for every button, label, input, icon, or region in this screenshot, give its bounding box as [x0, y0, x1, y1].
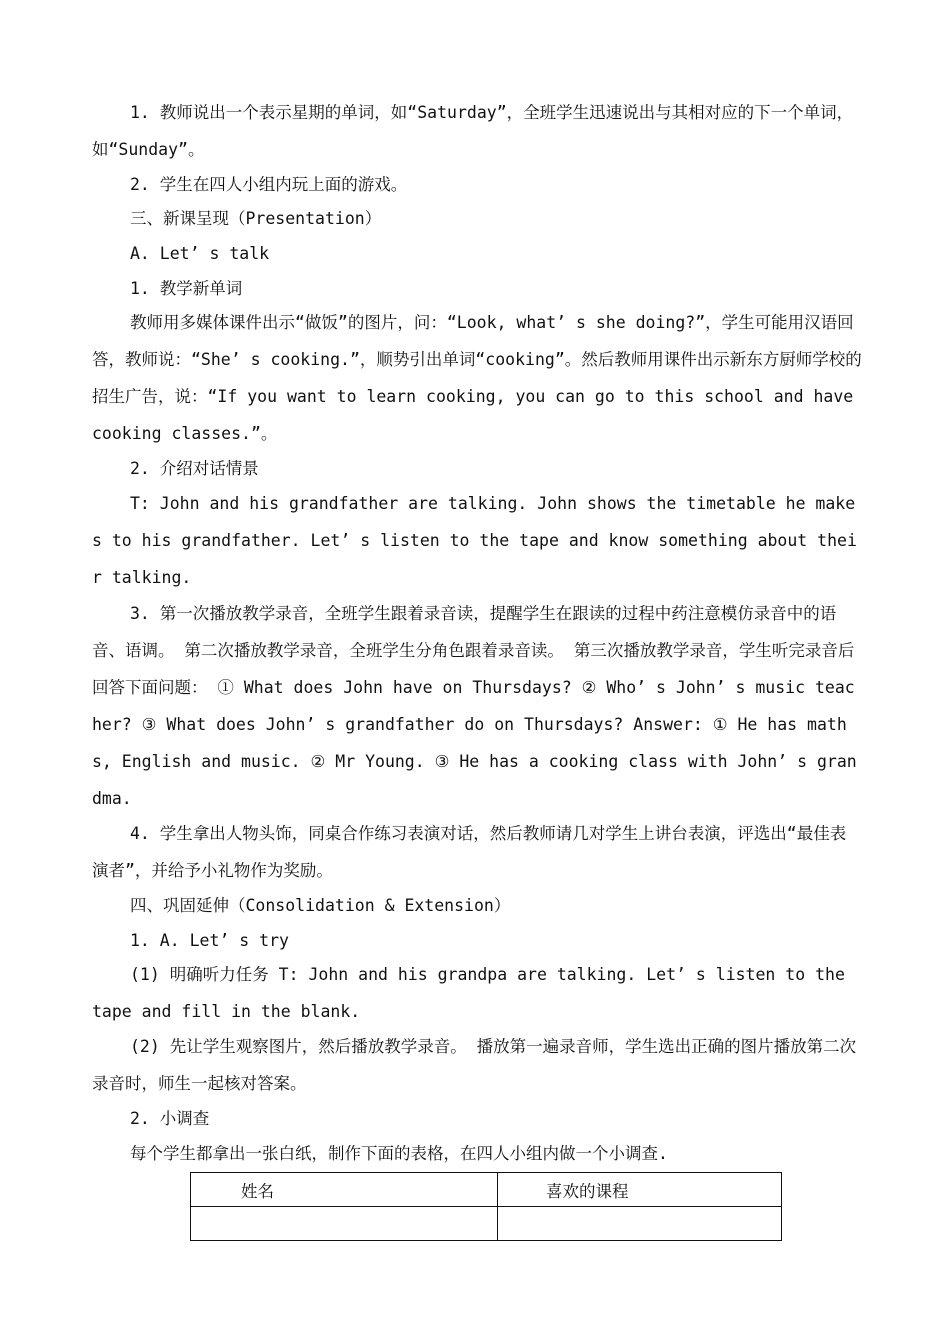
- paragraph-teacher-intro: T: John and his grandfather are talking. John shows the timetable he makes to his grandfather. Let’ s listen to the tape and know something about their talking.: [92, 494, 857, 587]
- table-header-row: [191, 1173, 782, 1207]
- paragraph-cooking: 教师用多媒体课件出示“做饭”的图片，问：“Look, what’ s she doing?”，学生可能用汉语回答，教师说：“She’ s cooking.”，顺势引出单词“cooking”。然后教师用课件出示新东方厨师学校的招生广告，说：“If you want to learn cooking, you can go to this school and have cooking classes.”。: [92, 313, 862, 443]
- step-new-words: 1. 教学新单词: [130, 279, 243, 298]
- paragraph-warmup-2: 2. 学生在四人小组内玩上面的游戏。: [130, 175, 408, 194]
- paragraph-survey-instructions: 每个学生都拿出一张白纸，制作下面的表格，在四人小组内做一个小调查.: [130, 1144, 668, 1163]
- step-dialogue-context: 2. 介绍对话情景: [130, 459, 259, 478]
- survey-table: [190, 1172, 782, 1241]
- table-cell-empty: [498, 1207, 782, 1241]
- paragraph-role-play: 4. 学生拿出人物头饰，同桌合作练习表演对话，然后教师请几对学生上讲台表演，评选出“最佳表演者”，并给予小礼物作为奖励。: [92, 824, 847, 880]
- header-favorite-subject: 喜欢的课程: [498, 1173, 782, 1207]
- paragraph-observe: (2) 先让学生观察图片，然后播放教学录音。 播放第一遍录音师，学生选出正确的图片播放第二次录音时，师生一起核对答案。: [92, 1037, 857, 1093]
- table-row: [191, 1207, 782, 1241]
- step-survey: 2. 小调查: [130, 1109, 210, 1128]
- subheading-lets-talk: A. Let’ s talk: [130, 244, 270, 263]
- section-heading-consolidation: 四、巩固延伸（Consolidation & Extension）: [130, 896, 511, 915]
- paragraph-recording: 3. 第一次播放教学录音，全班学生跟着录音读，提醒学生在跟读的过程中药注意模仿录音中的语音、语调。 第二次播放教学录音，全班学生分角色跟着录音读。 第三次播放教学录音，学生听完录音后回答下面问题： ① What does John have on Thursdays? ② Who’ s John’ s music teacher? ③ What does John’ s grandfather do on Thursdays? Answer: ① He has maths, English and music. ② Mr Young. ③ He has a cooking class with John’ s grandma.: [92, 604, 857, 808]
- subheading-lets-try: 1. A. Let’ s try: [130, 931, 289, 950]
- header-name: 姓名: [191, 1173, 498, 1207]
- paragraph-listening-task: (1) 明确听力任务 T: John and his grandpa are talking. Let’ s listen to the tape and fill in the blank.: [92, 965, 845, 1021]
- section-heading-presentation: 三、新课呈现（Presentation）: [130, 209, 382, 228]
- table-cell-empty: [191, 1207, 498, 1241]
- paragraph-warmup-1: 1. 教师说出一个表示星期的单词，如“Saturday”，全班学生迅速说出与其相对应的下一个单词，如“Sunday”。: [92, 103, 854, 159]
